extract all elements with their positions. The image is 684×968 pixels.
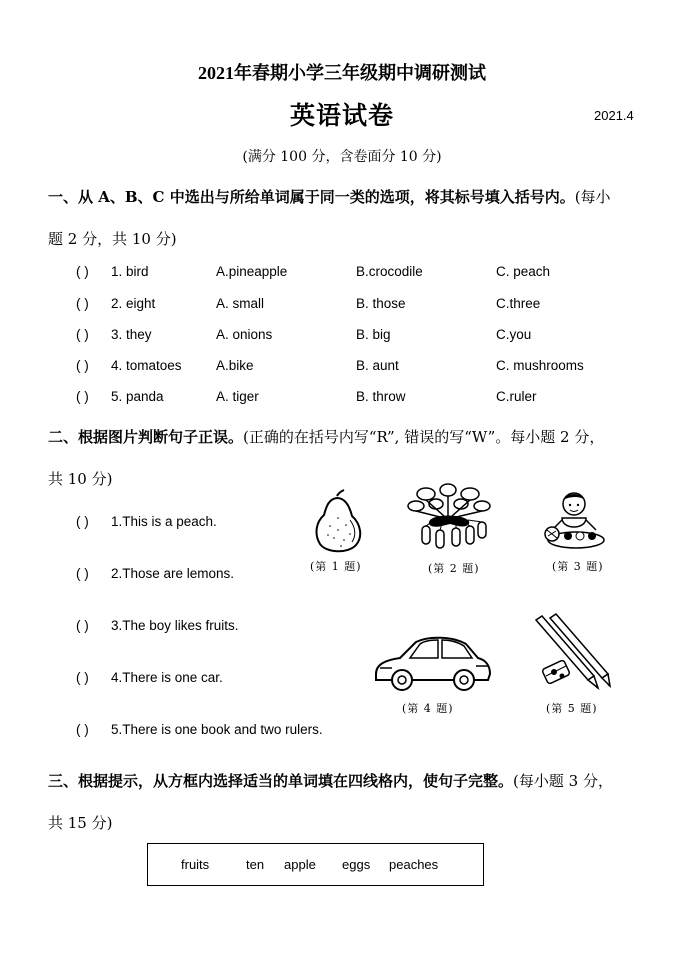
boy-with-fruits-picture xyxy=(538,490,608,552)
option-c: C.you xyxy=(496,327,532,342)
statement: 4.There is one car. xyxy=(111,670,223,685)
subject-title: 英语试卷 xyxy=(289,101,394,130)
caption-3: (第 3 题) xyxy=(552,560,604,573)
statement: 5.There is one book and two rulers. xyxy=(111,722,323,737)
caption-5: (第 5 题) xyxy=(546,702,598,715)
option-a: A.bike xyxy=(216,358,254,373)
section3-heading xyxy=(48,770,613,791)
word-bank-item: apple xyxy=(284,857,316,872)
statement: 2.Those are lemons. xyxy=(111,566,235,581)
option-a: A. small xyxy=(216,296,265,311)
answer-blank[interactable]: ( ) xyxy=(76,722,89,737)
option-a: A. onions xyxy=(216,327,273,342)
option-c: C.three xyxy=(496,296,541,311)
option-b: B. aunt xyxy=(356,358,399,373)
question-word: 3. they xyxy=(111,327,152,342)
answer-blank[interactable]: ( ) xyxy=(76,358,89,373)
section1-heading-text: 一、从 A、B、C 中选出与所给单词属于同一类的选项，将其标号填入括号内。 xyxy=(48,188,575,206)
peanut-plant-picture xyxy=(406,484,496,554)
word-bank-item: peaches xyxy=(389,857,439,872)
word-bank-item: eggs xyxy=(342,857,371,872)
option-a: A.pineapple xyxy=(216,264,288,279)
section1-note-1: (每小 xyxy=(574,188,611,206)
answer-blank[interactable]: ( ) xyxy=(76,670,89,685)
exam-title: 2021年春期小学三年级期中调研测试 xyxy=(198,63,486,83)
question-word: 4. tomatoes xyxy=(111,358,182,373)
word-bank-item: ten xyxy=(246,857,265,872)
section2-heading-text: 二、根据图片判断句子正误。 xyxy=(48,428,244,446)
answer-blank[interactable]: ( ) xyxy=(76,389,89,404)
option-c: C.ruler xyxy=(496,389,537,404)
option-c: C. mushrooms xyxy=(496,358,584,373)
caption-4: (第 4 题) xyxy=(402,702,454,715)
option-b: B. throw xyxy=(356,389,406,404)
section3-note-1: (每小题 3 分， xyxy=(513,772,613,790)
statement: 3.The boy likes fruits. xyxy=(111,618,239,633)
option-b: B.crocodile xyxy=(356,264,423,279)
option-b: B. those xyxy=(356,296,406,311)
answer-blank[interactable]: ( ) xyxy=(76,264,89,279)
section1-heading xyxy=(48,186,611,207)
section3-heading-text: 三、根据提示，从方框内选择适当的单词填在四线格内，使句子完整。 xyxy=(48,772,514,790)
caption-2: (第 2 题) xyxy=(428,562,480,575)
section2-heading xyxy=(48,426,604,447)
pencils-picture xyxy=(530,614,612,694)
statement: 1.This is a peach. xyxy=(111,514,217,529)
option-a: A. tiger xyxy=(216,389,259,404)
question-word: 2. eight xyxy=(111,296,156,311)
section2-note-1: (正确的在括号内写“R”, 错误的写“W”。每小题 2 分， xyxy=(243,428,605,446)
pear-picture xyxy=(308,490,368,556)
exam-date: 2021.4 xyxy=(594,108,634,123)
score-note: (满分 100 分，含卷面分 10 分) xyxy=(242,149,442,165)
answer-blank[interactable]: ( ) xyxy=(76,514,89,529)
question-word: 1. bird xyxy=(111,264,149,279)
word-bank-item: fruits xyxy=(181,857,210,872)
car-picture xyxy=(372,630,492,694)
option-c: C. peach xyxy=(496,264,551,279)
caption-1: (第 1 题) xyxy=(310,560,362,573)
section2-note-2: 共 10 分) xyxy=(48,470,113,488)
option-b: B. big xyxy=(356,327,391,342)
answer-blank[interactable]: ( ) xyxy=(76,327,89,342)
section3-note-2: 共 15 分) xyxy=(48,814,113,832)
section1-note-2: 题 2 分，共 10 分) xyxy=(48,230,177,248)
question-word: 5. panda xyxy=(111,389,164,404)
answer-blank[interactable]: ( ) xyxy=(76,296,89,311)
answer-blank[interactable]: ( ) xyxy=(76,566,89,581)
answer-blank[interactable]: ( ) xyxy=(76,618,89,633)
